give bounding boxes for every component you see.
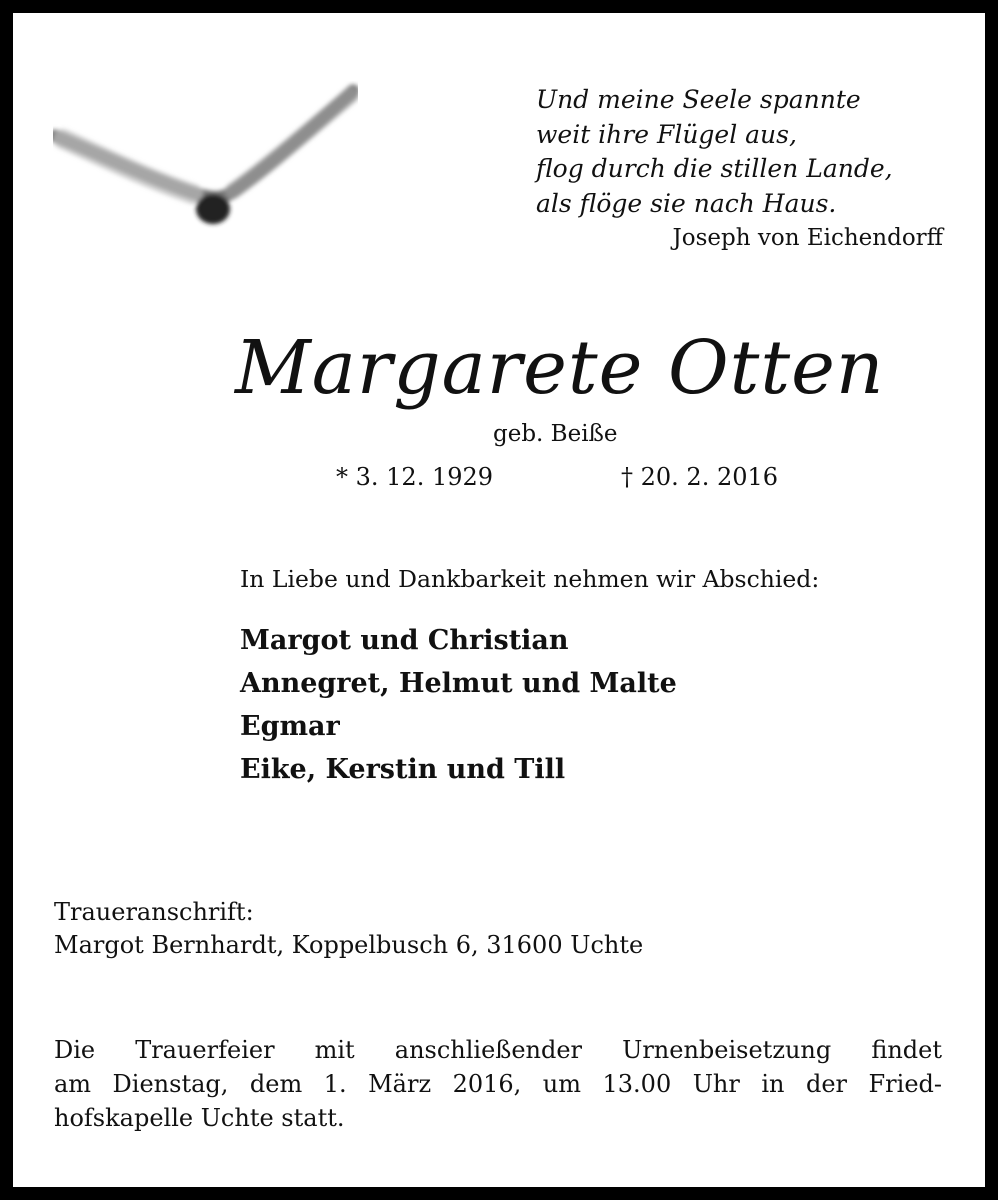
flying-bird-image	[53, 81, 358, 231]
poem	[536, 83, 956, 255]
address-label: Traueranschrift:	[54, 898, 254, 926]
poem-line: Und meine Seele spannte	[536, 85, 861, 114]
poem-line: weit ihre Flügel aus,	[536, 119, 797, 149]
deceased-name: Margarete Otten	[235, 325, 885, 411]
death-date: † 20. 2. 2016	[621, 463, 779, 491]
service-line: am Dienstag, dem 1. März 2016, um 13.00 Uhr in der Fried-	[54, 1070, 942, 1098]
poem-line: flog durch die stillen Lande,	[536, 154, 893, 183]
mourner-entry: Margot und Christian	[240, 625, 569, 656]
birth-date: * 3. 12. 1929	[336, 463, 494, 491]
poem-line: als flöge sie nach Haus.	[536, 188, 837, 218]
farewell-intro: In Liebe und Dankbarkeit nehmen wir Abschied:	[240, 565, 820, 593]
mourner-entry: Egmar	[240, 711, 340, 742]
service-line: hofskapelle Uchte statt.	[54, 1104, 345, 1132]
mourners-list	[240, 619, 677, 791]
obituary-notice	[13, 13, 985, 1187]
service-line: Die Trauerfeier mit anschließender Urnenbeisetzung findet	[54, 1036, 942, 1064]
mourner-entry: Annegret, Helmut und Malte	[240, 668, 677, 699]
poem-author: Joseph von Eichendorff	[672, 225, 943, 251]
service-info	[54, 1033, 942, 1135]
birth-name: geb. Beiße	[493, 421, 618, 447]
address-value: Margot Bernhardt, Koppelbusch 6, 31600 Uchte	[54, 931, 644, 959]
mourner-entry: Eike, Kerstin und Till	[240, 754, 566, 785]
mourning-address	[54, 896, 643, 962]
